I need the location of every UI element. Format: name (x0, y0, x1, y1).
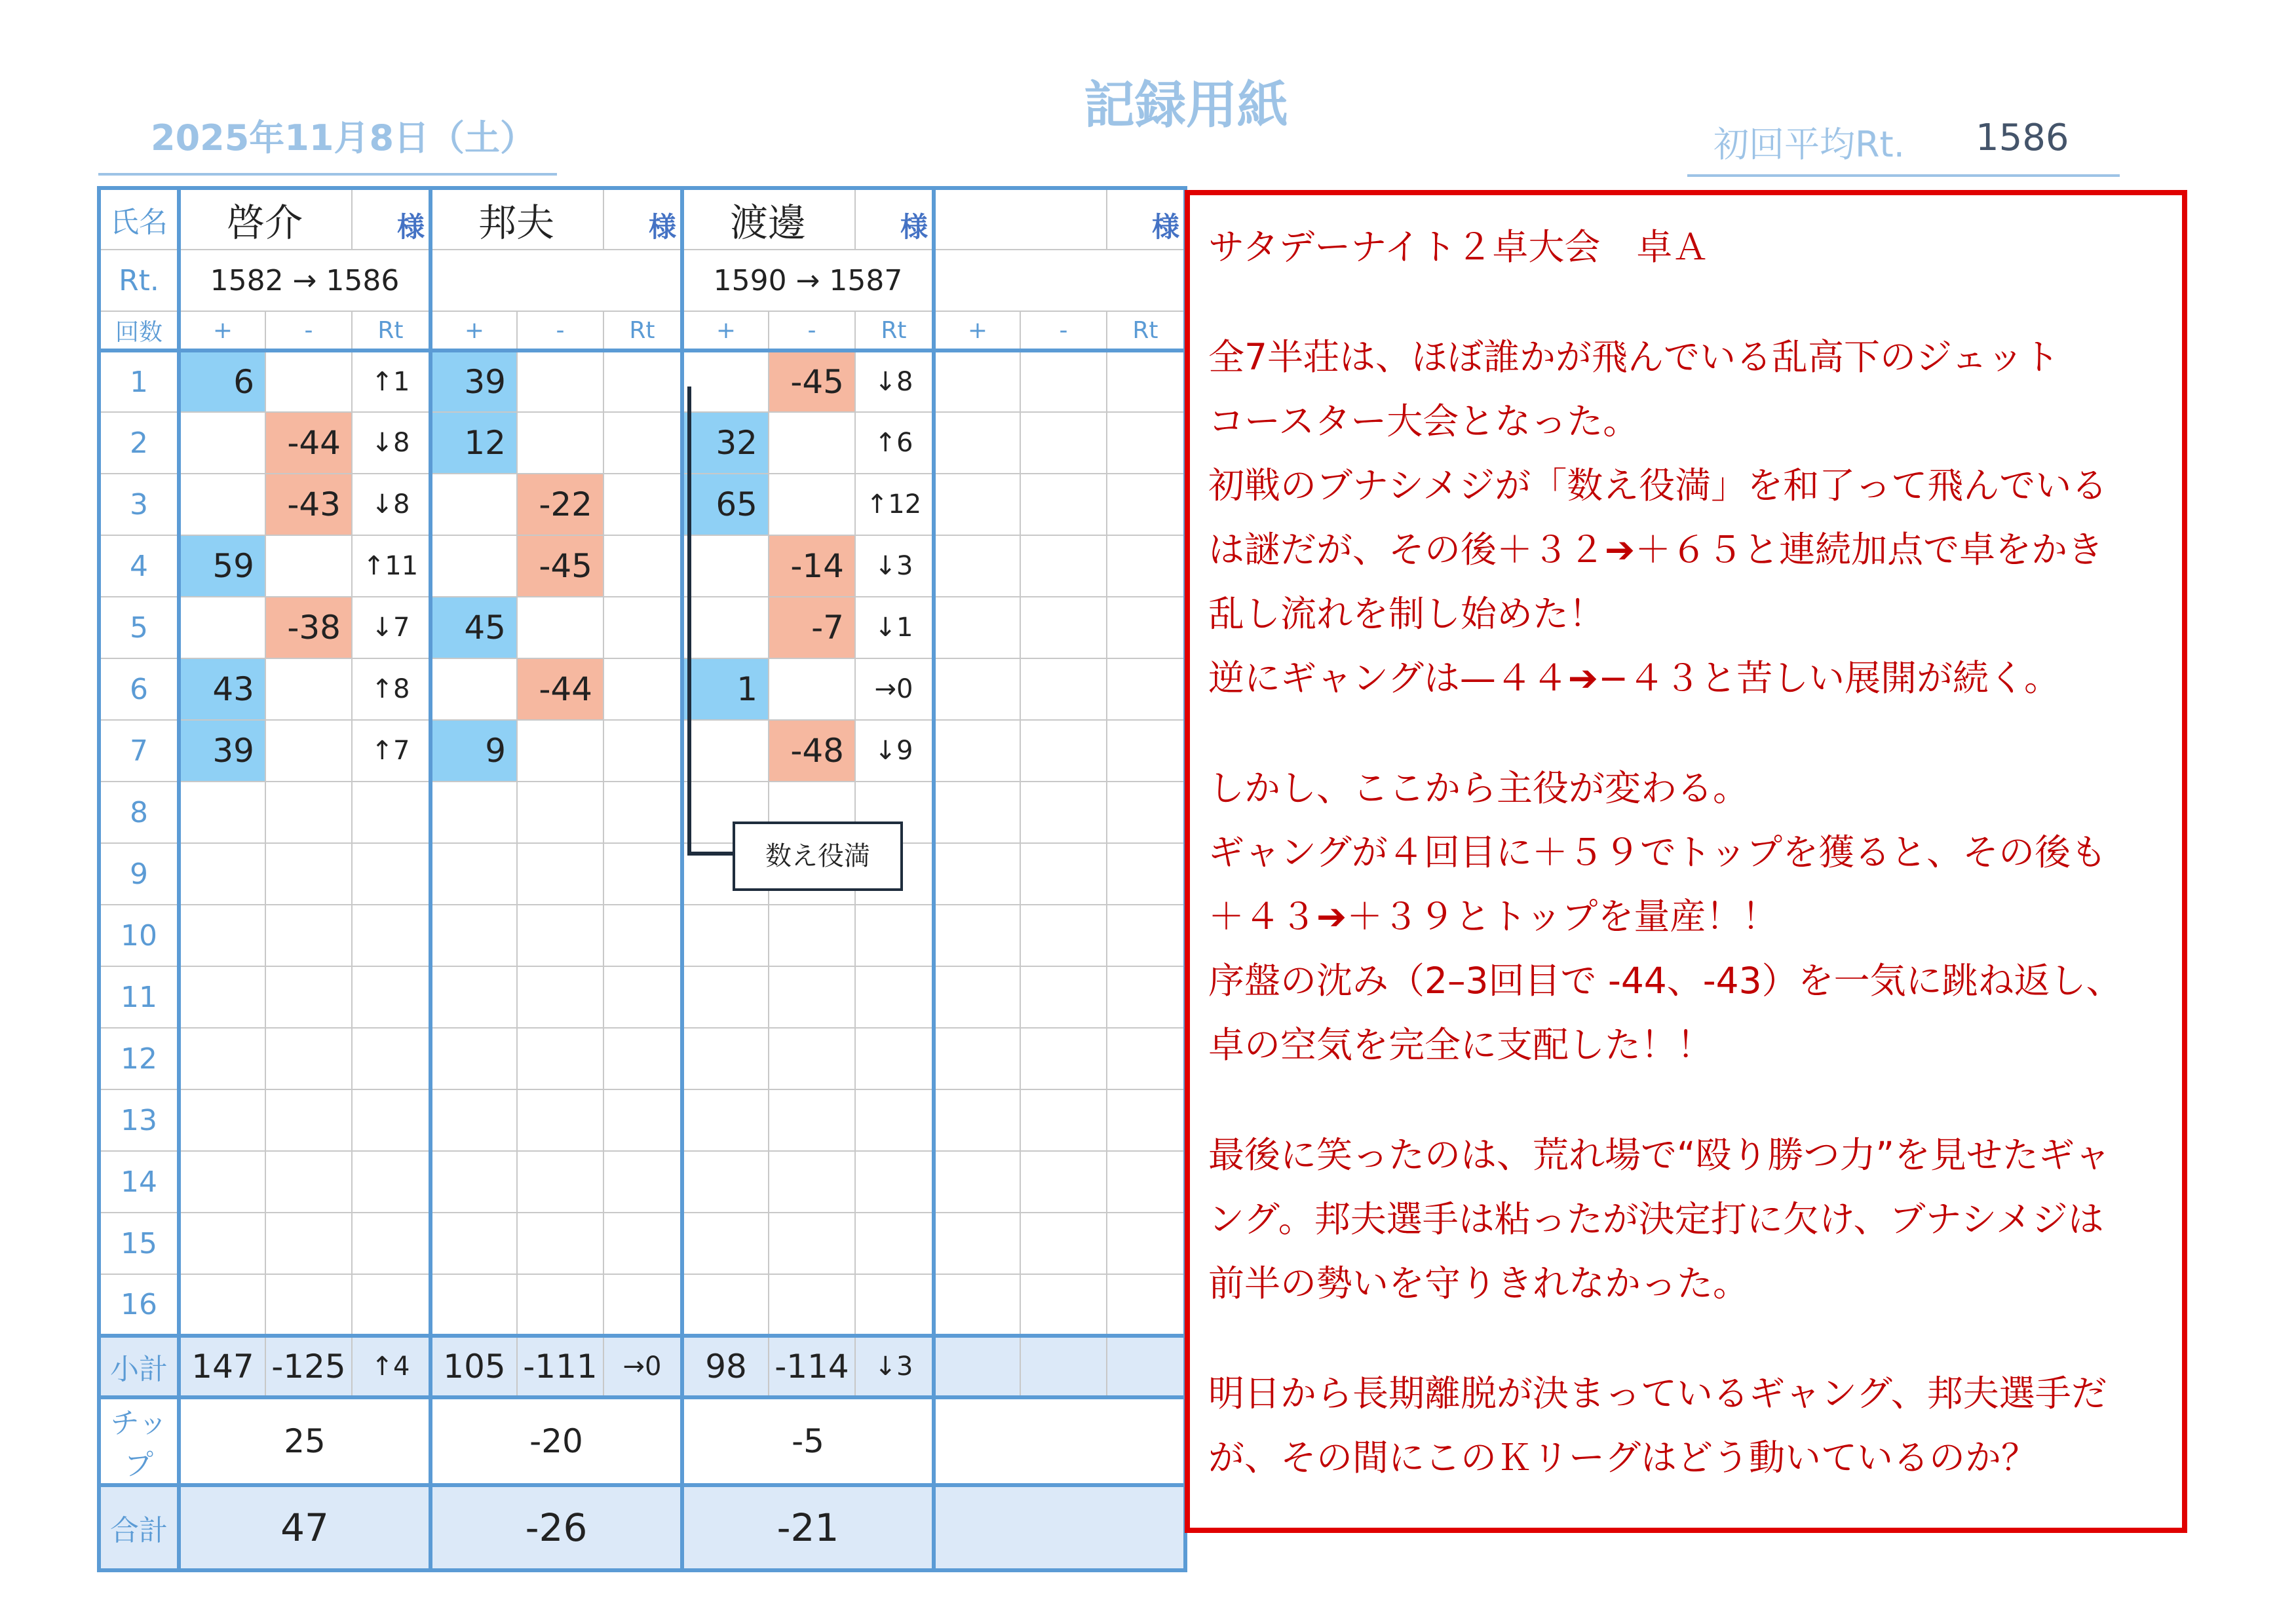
memo-line (1208, 710, 2164, 756)
player-rating: 1582 → 1586 (179, 250, 430, 311)
score-minus (1020, 1213, 1107, 1274)
rating-change: ↑6 (855, 412, 934, 474)
total-value: -26 (430, 1485, 682, 1570)
player-name: 啓介 (179, 188, 352, 250)
round-number: 14 (99, 1151, 179, 1213)
score-plus: 65 (682, 474, 769, 535)
col-minus: - (517, 311, 603, 350)
memo-line: 最後に笑ったのは、荒れ場で“殴り勝つ力”を見せたギャ (1208, 1134, 2111, 1176)
col-rt_col: Rt (352, 311, 430, 350)
chip-value (934, 1397, 1185, 1485)
player-name: 邦夫 (430, 188, 603, 250)
score-plus: 12 (430, 412, 517, 474)
score-minus: -38 (265, 597, 352, 658)
score-plus: 59 (179, 535, 265, 597)
memo-line: ギャングが４回目に＋５９でトップを獲ると、その後も (1208, 831, 2107, 873)
rating-change: ↓8 (352, 412, 430, 474)
round-number: 5 (99, 597, 179, 658)
score-plus (179, 412, 265, 474)
score-minus: -43 (265, 474, 352, 535)
score-minus (265, 535, 352, 597)
rating-change (352, 1151, 430, 1213)
score-plus: 45 (430, 597, 517, 658)
rating-change (603, 1151, 682, 1213)
rating-change (352, 782, 430, 843)
score-plus: 9 (430, 720, 517, 782)
score-plus (934, 1028, 1020, 1089)
label-rounds: 回数 (99, 311, 179, 350)
rating-change (1107, 843, 1185, 905)
score-minus (769, 412, 855, 474)
label-chip: チップ (99, 1397, 179, 1485)
score-table (97, 186, 1187, 1572)
score-plus (430, 474, 517, 535)
score-plus (430, 1213, 517, 1274)
player-name (934, 188, 1107, 250)
score-plus (934, 905, 1020, 966)
score-plus (430, 966, 517, 1028)
initial-rating (1687, 113, 2120, 177)
label-name: 氏名 (99, 188, 179, 250)
score-plus: 39 (430, 350, 517, 412)
rating-change: ↑7 (352, 720, 430, 782)
label-total: 合計 (99, 1485, 179, 1570)
rating-change (603, 350, 682, 412)
score-minus (517, 1028, 603, 1089)
score-plus (934, 1089, 1020, 1151)
memo-line: は謎だが、その後＋３２➔＋６５と連続加点で卓をかき (1208, 529, 2104, 571)
memo-line: 序盤の沈み（2–3回目で -44、-43）を一気に跳ね返し、 (1208, 960, 2122, 1002)
score-minus (1020, 535, 1107, 597)
total-value: 47 (179, 1485, 430, 1570)
rating-change (603, 966, 682, 1028)
round-number: 9 (99, 843, 179, 905)
score-minus: -44 (265, 412, 352, 474)
score-plus (934, 474, 1020, 535)
subtotal-minus: -111 (517, 1336, 603, 1397)
memo-line: 初戦のブナシメジが「数え役満」を和了って飛んでいる (1208, 464, 2108, 506)
score-minus (265, 905, 352, 966)
score-minus (517, 597, 603, 658)
score-plus (934, 535, 1020, 597)
score-minus (517, 720, 603, 782)
score-plus (430, 535, 517, 597)
memo-line (1208, 1315, 2164, 1361)
score-plus (179, 905, 265, 966)
score-minus (1020, 350, 1107, 412)
page-title: 記録用紙 (1083, 76, 1288, 135)
score-plus (430, 1151, 517, 1213)
score-plus: 1 (682, 658, 769, 720)
subtotal-plus: 147 (179, 1336, 265, 1397)
subtotal-rt: →0 (603, 1336, 682, 1397)
score-plus: 6 (179, 350, 265, 412)
score-minus (769, 905, 855, 966)
score-minus (517, 412, 603, 474)
round-number: 2 (99, 412, 179, 474)
label-subtotal: 小計 (99, 1336, 179, 1397)
score-plus (934, 350, 1020, 412)
col-plus: + (682, 311, 769, 350)
sama-suffix: 様 (352, 188, 430, 250)
label-rt: Rt. (99, 250, 179, 311)
score-plus (179, 782, 265, 843)
score-minus (517, 350, 603, 412)
rating-change: ↓3 (855, 535, 934, 597)
score-plus (430, 1089, 517, 1151)
round-number: 12 (99, 1028, 179, 1089)
score-minus: -45 (517, 535, 603, 597)
score-minus (265, 1274, 352, 1336)
score-minus (265, 1151, 352, 1213)
col-plus: + (934, 311, 1020, 350)
rating-change: ↓8 (352, 474, 430, 535)
memo-line: 乱し流れを制し始めた！ (1208, 593, 1605, 635)
memo-line (1208, 1077, 2164, 1123)
sama-suffix: 様 (603, 188, 682, 250)
date-field: 2025年11月8日（土） (98, 113, 557, 176)
score-minus (517, 1213, 603, 1274)
rating-change (603, 474, 682, 535)
callout-yakuman: 数え役満 (733, 821, 903, 891)
rating-change (603, 1213, 682, 1274)
col-rt_col: Rt (1107, 311, 1185, 350)
chip-value: 25 (179, 1397, 430, 1485)
score-minus (265, 720, 352, 782)
subtotal-minus: -114 (769, 1336, 855, 1397)
player-rating: 1590 → 1587 (682, 250, 934, 311)
score-plus (430, 1274, 517, 1336)
rating-change (603, 782, 682, 843)
memo-line: 前半の勢いを守りきれなかった。 (1208, 1262, 1750, 1304)
rating-change (1107, 1274, 1185, 1336)
score-plus (682, 1213, 769, 1274)
score-minus (769, 1089, 855, 1151)
score-plus (934, 658, 1020, 720)
rating-change (855, 1089, 934, 1151)
player-name: 渡邊 (682, 188, 855, 250)
score-minus (265, 782, 352, 843)
score-minus (517, 843, 603, 905)
initial-rating-value: 1586 (1976, 117, 2069, 159)
round-number: 16 (99, 1274, 179, 1336)
score-minus (1020, 905, 1107, 966)
rating-change (1107, 1028, 1185, 1089)
score-plus: 39 (179, 720, 265, 782)
score-minus: -48 (769, 720, 855, 782)
score-minus (1020, 782, 1107, 843)
rating-change (352, 966, 430, 1028)
subtotal-rt (1107, 1336, 1185, 1397)
score-minus (517, 905, 603, 966)
score-minus (1020, 966, 1107, 1028)
score-plus (179, 966, 265, 1028)
score-minus (769, 1213, 855, 1274)
score-plus (934, 843, 1020, 905)
score-minus (1020, 1151, 1107, 1213)
subtotal-rt: ↑4 (352, 1336, 430, 1397)
score-minus: -7 (769, 597, 855, 658)
score-minus (265, 1028, 352, 1089)
score-minus (1020, 1028, 1107, 1089)
score-plus: 32 (682, 412, 769, 474)
rating-change (1107, 1089, 1185, 1151)
subtotal-minus (1020, 1336, 1107, 1397)
round-number: 11 (99, 966, 179, 1028)
score-plus: 43 (179, 658, 265, 720)
chip-value: -20 (430, 1397, 682, 1485)
memo-line: サタデーナイト２卓大会 卓Ａ (1208, 226, 1709, 268)
col-minus: - (769, 311, 855, 350)
score-plus (179, 1089, 265, 1151)
score-minus (265, 1213, 352, 1274)
initial-rating-label: 初回平均Rt. (1713, 124, 1905, 165)
memo-line: コースター大会となった。 (1208, 400, 1639, 442)
sama-suffix: 様 (855, 188, 934, 250)
score-plus (934, 782, 1020, 843)
callout-connector (687, 387, 691, 856)
score-minus: -22 (517, 474, 603, 535)
rating-change: ↑11 (352, 535, 430, 597)
memo-line: 卓の空気を完全に支配した！！ (1208, 1024, 1713, 1066)
score-minus (769, 474, 855, 535)
rating-change (603, 1028, 682, 1089)
callout-connector-h (687, 852, 737, 856)
col-minus: - (1020, 311, 1107, 350)
score-plus (934, 1213, 1020, 1274)
col-rt_col: Rt (603, 311, 682, 350)
score-minus: -14 (769, 535, 855, 597)
round-number: 6 (99, 658, 179, 720)
rating-change: →0 (855, 658, 934, 720)
round-number: 7 (99, 720, 179, 782)
rating-change (352, 1089, 430, 1151)
score-minus (1020, 597, 1107, 658)
rating-change (855, 1213, 934, 1274)
score-minus (265, 1089, 352, 1151)
col-minus: - (265, 311, 352, 350)
rating-change (1107, 1151, 1185, 1213)
score-minus (517, 966, 603, 1028)
rating-change (1107, 535, 1185, 597)
score-plus (430, 1028, 517, 1089)
score-plus (179, 1028, 265, 1089)
round-number: 3 (99, 474, 179, 535)
score-plus (430, 658, 517, 720)
rating-change (855, 966, 934, 1028)
memo-line: 明日から長期離脱が決まっているギャング、邦夫選手だ (1208, 1372, 2107, 1414)
col-plus: + (179, 311, 265, 350)
rating-change (603, 905, 682, 966)
rating-change (603, 1089, 682, 1151)
rating-change (352, 843, 430, 905)
rating-change (855, 905, 934, 966)
memo-line: 逆にギャングは—４４➔−４３と苦しい展開が続く。 (1208, 657, 2060, 699)
chip-value: -5 (682, 1397, 934, 1485)
score-plus (682, 905, 769, 966)
memo-line: が、その間にこのＫリーグはどう動いているのか？ (1208, 1437, 2038, 1479)
score-minus (1020, 843, 1107, 905)
score-plus (430, 905, 517, 966)
memo-line: ング。邦夫選手は粘ったが決定打に欠け、ブナシメジは (1208, 1198, 2104, 1240)
round-number: 10 (99, 905, 179, 966)
rating-change (352, 1274, 430, 1336)
score-minus (1020, 1274, 1107, 1336)
sama-suffix: 様 (1107, 188, 1185, 250)
rating-change (1107, 412, 1185, 474)
score-plus (430, 782, 517, 843)
round-number: 1 (99, 350, 179, 412)
rating-change (1107, 597, 1185, 658)
score-plus (682, 597, 769, 658)
rating-change: ↓1 (855, 597, 934, 658)
memo-line: ＋４３➔＋３９とトップを量産！！ (1208, 896, 1778, 937)
score-plus (682, 535, 769, 597)
rating-change (603, 843, 682, 905)
score-plus (179, 597, 265, 658)
score-minus (1020, 474, 1107, 535)
score-minus (517, 1274, 603, 1336)
rating-change (1107, 905, 1185, 966)
score-plus (179, 474, 265, 535)
score-minus: -45 (769, 350, 855, 412)
memo-line: 全7半荘は、ほぼ誰かが飛んでいる乱高下のジェット (1208, 336, 2059, 378)
score-minus (769, 658, 855, 720)
score-minus (769, 1274, 855, 1336)
score-plus (934, 966, 1020, 1028)
rating-change (1107, 350, 1185, 412)
score-plus (934, 720, 1020, 782)
rating-change: ↑12 (855, 474, 934, 535)
score-plus (682, 1089, 769, 1151)
rating-change (352, 1213, 430, 1274)
score-plus (179, 1213, 265, 1274)
score-minus (265, 658, 352, 720)
memo-line: しかし、ここから主役が変わる。 (1208, 767, 1750, 809)
score-minus (265, 350, 352, 412)
rating-change: ↓8 (855, 350, 934, 412)
rating-change: ↑8 (352, 658, 430, 720)
round-number: 8 (99, 782, 179, 843)
score-minus (1020, 658, 1107, 720)
rating-change (1107, 474, 1185, 535)
rating-change (855, 1151, 934, 1213)
round-number: 15 (99, 1213, 179, 1274)
memo-line (1208, 279, 2164, 325)
score-minus (769, 1151, 855, 1213)
round-number: 13 (99, 1089, 179, 1151)
rating-change (855, 1028, 934, 1089)
rating-change (855, 1274, 934, 1336)
subtotal-minus: -125 (265, 1336, 352, 1397)
col-rt_col: Rt (855, 311, 934, 350)
rating-change (1107, 966, 1185, 1028)
score-minus (265, 843, 352, 905)
score-minus (265, 966, 352, 1028)
score-plus (682, 350, 769, 412)
rating-change (352, 905, 430, 966)
round-number: 4 (99, 535, 179, 597)
score-minus (517, 782, 603, 843)
score-plus (179, 1274, 265, 1336)
rating-change (603, 597, 682, 658)
score-minus: -44 (517, 658, 603, 720)
commentary-box (1185, 190, 2187, 1533)
player-rating (934, 250, 1185, 311)
rating-change (603, 412, 682, 474)
subtotal-plus: 105 (430, 1336, 517, 1397)
score-plus (179, 1151, 265, 1213)
score-plus (430, 843, 517, 905)
score-plus (934, 412, 1020, 474)
rating-change (1107, 658, 1185, 720)
score-plus (934, 1274, 1020, 1336)
total-value: -21 (682, 1485, 934, 1570)
rating-change: ↓7 (352, 597, 430, 658)
total-value (934, 1485, 1185, 1570)
score-plus (682, 966, 769, 1028)
score-plus (682, 1028, 769, 1089)
score-minus (517, 1089, 603, 1151)
rating-change (1107, 1213, 1185, 1274)
rating-change (603, 720, 682, 782)
rating-change (352, 1028, 430, 1089)
score-plus (682, 720, 769, 782)
score-plus (934, 597, 1020, 658)
rating-change (1107, 782, 1185, 843)
rating-change: ↓9 (855, 720, 934, 782)
score-plus (179, 843, 265, 905)
score-minus (769, 966, 855, 1028)
score-minus (1020, 412, 1107, 474)
col-plus: + (430, 311, 517, 350)
rating-change (603, 1274, 682, 1336)
subtotal-plus (934, 1336, 1020, 1397)
rating-change: ↑1 (352, 350, 430, 412)
player-rating (430, 250, 682, 311)
subtotal-plus: 98 (682, 1336, 769, 1397)
score-minus (517, 1151, 603, 1213)
score-plus (682, 1151, 769, 1213)
score-minus (1020, 720, 1107, 782)
subtotal-rt: ↓3 (855, 1336, 934, 1397)
rating-change (603, 535, 682, 597)
score-plus (934, 1151, 1020, 1213)
rating-change (603, 658, 682, 720)
score-minus (769, 1028, 855, 1089)
score-minus (1020, 1089, 1107, 1151)
score-plus (682, 1274, 769, 1336)
rating-change (1107, 720, 1185, 782)
